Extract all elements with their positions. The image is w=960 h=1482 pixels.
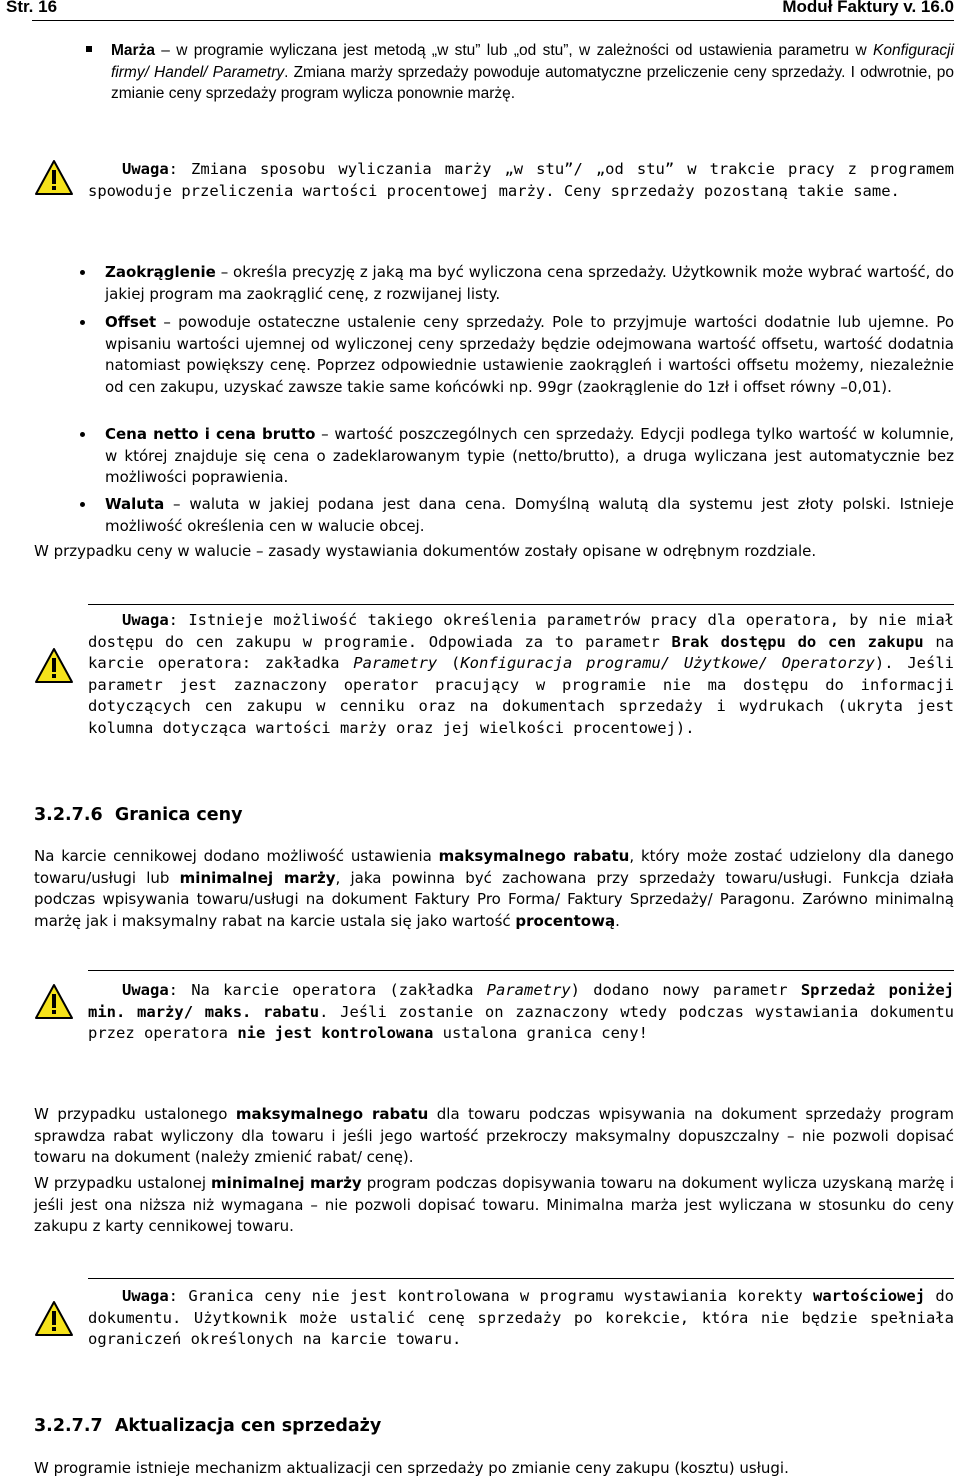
note-divider	[88, 604, 954, 605]
bullet-cena: Cena netto i cena brutto – wartość poszczególnych cen sprzedaży. Edycji podlega tylko wartość w kolumnie, w której znajduje się cena o zadeklarowanym typie (netto/brutto), a druga wyliczana jest automatycznie bez możliwości poprawienia.	[105, 425, 954, 486]
granica-paragraph: Na karcie cennikowej dodano możliwość ustawienia maksymalnego rabatu, który może zostać udzielony dla danego towaru/usługi lub minimalnej marży, jaka powinna być zachowana przy sprzedaży towaru/usługi. Funkcja działa podczas wpisywania towaru/usługi na dokument Faktury Pro Forma/ Faktury Sprzedaży/ Paragonu. Zarówno minimalną marżę jak i maksymalny rabat na karcie ustala się jako wartość procentową.	[34, 847, 955, 930]
note-divider	[88, 1278, 954, 1279]
section-heading: 3.2.7.7 Aktualizacja cen sprzedaży	[34, 1416, 382, 1436]
aktualizacja-paragraph: W programie istnieje mechanizm aktualizacji cen sprzedaży po zmianie ceny zakupu (kosztu) usługi.	[34, 1459, 789, 1477]
list-bullet	[80, 320, 85, 325]
note-4: Uwaga: Granica ceny nie jest kontrolowana w programu wystawiania korekty wartościowej do dokumentu. Użytkownik może ustalić cenę sprzedaży po korekcie, która nie będzie spełniała ograniczeń określonych na karcie towaru.	[88, 1287, 955, 1348]
header-divider	[32, 20, 954, 21]
marza-min-paragraph: W przypadku ustalonej minimalnej marży program podczas dopisywania towaru na dokument wylicza uzyskaną marżę i jeśli jest ona niższa niż wymagana – nie pozwoli dopisać towaru. Minimalna marża jest wyliczana w stosunku do ceny zakupu z karty cennikowej towaru.	[34, 1174, 955, 1235]
note-3: Uwaga: Na karcie operatora (zakładka Parametry) dodano nowy parametr Sprzedaż poniżej min. marży/ maks. rabatu. Jeśli zostanie on zaznaczony wtedy podczas wystawiania dokumentu przez operatora nie jest kontrolowana ustalona granica ceny!	[88, 981, 954, 1042]
warning-icon	[34, 1300, 74, 1338]
note-1: Uwaga: Zmiana sposobu wyliczania marży „w stu”/ „od stu” w trakcie pracy z programem spowoduje przeliczenia wartości procentowej marży. Ceny sprzedaży pozostaną takie same.	[88, 160, 954, 200]
section-heading: 3.2.7.6 Granica ceny	[34, 805, 243, 825]
rabat-paragraph: W przypadku ustalonego maksymalnego rabatu dla towaru podczas wpisywania na dokument sprzedaży program sprawdza rabat wyliczony dla towaru i jeśli jego wartość przekroczy maksymalny dopuszczalny – nie pozwoli dopisać towaru na dokument (należy zmienić rabat/ cenę).	[34, 1105, 955, 1166]
module-title: Moduł Faktury v. 16.0	[782, 0, 954, 16]
list-bullet	[80, 502, 85, 507]
note-2: Uwaga: Istnieje możliwość takiego określenia parametrów pracy dla operatora, by nie miał dostępu do cen zakupu w programie. Odpowiada za to parametr Brak dostępu do cen zakupu na karcie operatora: zakładka Parametry (Konfiguracja programu/ Użytkowe/ Operatorzy). Jeśli parametr jest zaznaczony operator pracujący w programie nie ma dostępu do informacji dotyczących cen zakupu w cenniku oraz na dokumentach sprzedaży i wydrukach (ukryta jest kolumna dotycząca wartości marży oraz jej wielkości procentowej).	[88, 611, 954, 737]
bullet-zaokraglenie: Zaokrąglenie – określa precyzję z jaką ma być wyliczona cena sprzedaży. Użytkownik może wybrać wartość, do jakiej program ma zaokrąglić cenę, z rozwijanej listy.	[105, 263, 954, 303]
bullet-offset: Offset – powoduje ostateczne ustalenie ceny sprzedaży. Pole to przyjmuje wartości dodatnie lub ujemne. Po wpisaniu wartości ujemnej od wyliczonej ceny sprzedaży będzie odejmowana wartość offsetu, wartość dodatnia natomiast powiększy cenę. Poprzez odpowiednie ustawienie zaokrągleń i wartości offsetu możemy, niezależnie od cen zakupu, uzyskać zawsze takie same końcówki np. 99gr (zaokrąglenie do 1zł i offset równy –0,01).	[105, 313, 954, 396]
bullet-waluta: Waluta – waluta w jakiej podana jest dana cena. Domyślną walutą dla systemu jest złoty polski. Istnieje możliwość określenia cen w walucie obcej.	[105, 495, 954, 535]
note-divider	[88, 970, 954, 971]
warning-icon	[34, 983, 74, 1021]
warning-icon	[34, 647, 74, 685]
list-bullet	[86, 46, 92, 52]
page-number: Str. 16	[6, 0, 58, 16]
warning-icon	[34, 159, 74, 197]
waluta-paragraph: W przypadku ceny w walucie – zasady wystawiania dokumentów zostały opisane w odrębnym rozdziale.	[34, 542, 817, 560]
list-bullet	[80, 432, 85, 437]
marza-paragraph: Marża – w programie wyliczana jest metodą „w stu” lub „od stu”, w zależności od ustawienia parametru w Konfiguracji firmy/ Handel/ Parametry. Zmiana marży sprzedaży powoduje automatyczne przeliczenie ceny sprzedaży. I odwrotnie, po zmianie ceny sprzedaży program wylicza ponownie marżę.	[111, 42, 954, 102]
list-bullet	[80, 270, 85, 275]
